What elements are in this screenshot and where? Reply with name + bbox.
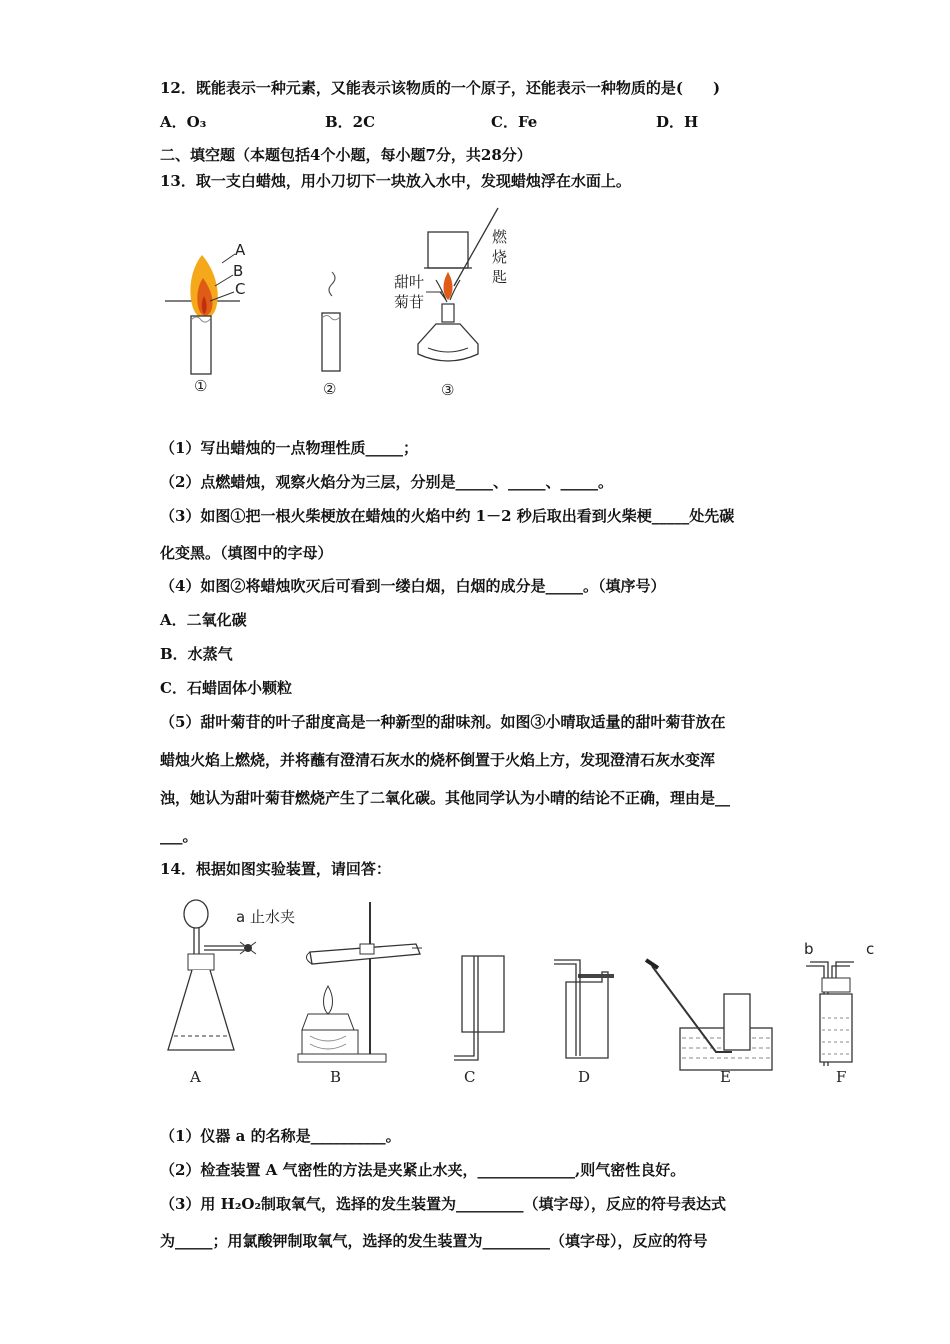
- apparatus-figure: [160, 890, 890, 1095]
- apparatus-f-illustration: [806, 962, 854, 1066]
- q13-option-b: B．水蒸气: [160, 645, 233, 663]
- spoon-label-1: 燃: [492, 228, 508, 246]
- caption-d: D: [578, 1068, 591, 1086]
- q14-line-4: 为_____；用氯酸钾制取氧气，选择的发生装置为_________（填字母），反应的符号: [160, 1232, 708, 1250]
- spoon-label-2: 烧: [492, 248, 508, 266]
- flame-label-b: B: [233, 262, 244, 280]
- port-label-c: c: [866, 940, 875, 958]
- section-heading: 二、填空题（本题包括4个小题，每小题7分，共28分）: [160, 146, 532, 164]
- q13-stem: 13．取一支白蜡烛，用小刀切下一块放入水中，发现蜡烛浮在水面上。: [160, 172, 631, 190]
- caption-c: C: [464, 1068, 476, 1086]
- caption-figure-2: ②: [323, 380, 337, 398]
- q14-line-2: （2）检查装置 A 气密性的方法是夹紧止水夹，_____________,则气密性良好。: [160, 1161, 686, 1179]
- q13-line-12: ___。: [160, 827, 198, 845]
- q13-line-9: （5）甜叶菊苷的叶子甜度高是一种新型的甜味剂。如图③小晴取适量的甜叶菊苷放在: [160, 713, 726, 731]
- caption-e: E: [720, 1068, 731, 1086]
- caption-b: B: [330, 1068, 342, 1086]
- q13-line-10: 蜡烛火焰上燃烧，并将蘸有澄清石灰水的烧杯倒置于火焰上方，发现澄清石灰水变浑: [160, 751, 716, 769]
- q12-option-a: A．O₃: [160, 113, 207, 131]
- q13-line-11: 浊，她认为甜叶菊苷燃烧产生了二氧化碳。其他同学认为小晴的结论不正确，理由是__: [160, 789, 731, 807]
- q12-option-b: B．2C: [325, 113, 376, 131]
- caption-a: A: [190, 1068, 201, 1086]
- q14-stem: 14．根据如图实验装置，请回答：: [160, 860, 391, 878]
- apparatus-e-illustration: [646, 960, 772, 1070]
- q13-option-a: A．二氧化碳: [160, 611, 247, 629]
- candle-1-illustration: [165, 254, 240, 374]
- caption-figure-3: ③: [441, 381, 455, 399]
- caption-f: F: [836, 1068, 847, 1086]
- flame-label-a: A: [235, 241, 246, 259]
- candle-2-illustration: [322, 272, 340, 371]
- spoon-label-3: 匙: [492, 268, 508, 286]
- q12-stem: 12．既能表示一种元素，又能表示该物质的一个原子，还能表示一种物质的是( ): [160, 79, 721, 97]
- caption-figure-1: ①: [194, 377, 208, 395]
- burner-illustration: [418, 208, 498, 361]
- q13-line-2: （2）点燃蜡烛，观察火焰分为三层，分别是_____、_____、_____。: [160, 473, 613, 491]
- apparatus-c-illustration: [454, 956, 504, 1060]
- q14-line-3: （3）用 H₂O₂制取氧气，选择的发生装置为_________（填字母），反应的符号表达式: [160, 1195, 727, 1213]
- plant-label-2: 菊苷: [394, 293, 425, 311]
- candle-figure: [160, 200, 540, 405]
- clamp-label: a 止水夹: [236, 908, 295, 926]
- q13-line-1: （1）写出蜡烛的一点物理性质_____；: [160, 439, 418, 457]
- q13-option-c: C．石蜡固体小颗粒: [160, 679, 292, 697]
- flame-label-c: C: [235, 280, 246, 298]
- port-label-b: b: [804, 940, 814, 958]
- q14-line-1: （1）仪器 a 的名称是__________。: [160, 1127, 401, 1145]
- q12-option-d: D．H: [656, 113, 699, 131]
- apparatus-b-illustration: [298, 902, 422, 1062]
- q13-line-4: 化变黑。（填图中的字母）: [160, 544, 333, 562]
- q13-line-3: （3）如图①把一根火柴梗放在蜡烛的火焰中约 1－2 秒后取出看到火柴梗_____处先碳: [160, 507, 735, 525]
- apparatus-d-illustration: [554, 960, 614, 1058]
- q13-line-5: （4）如图②将蜡烛吹灭后可看到一缕白烟，白烟的成分是_____。（填序号）: [160, 577, 666, 595]
- plant-label-1: 甜叶: [394, 273, 425, 291]
- q12-option-c: C．Fe: [491, 113, 538, 131]
